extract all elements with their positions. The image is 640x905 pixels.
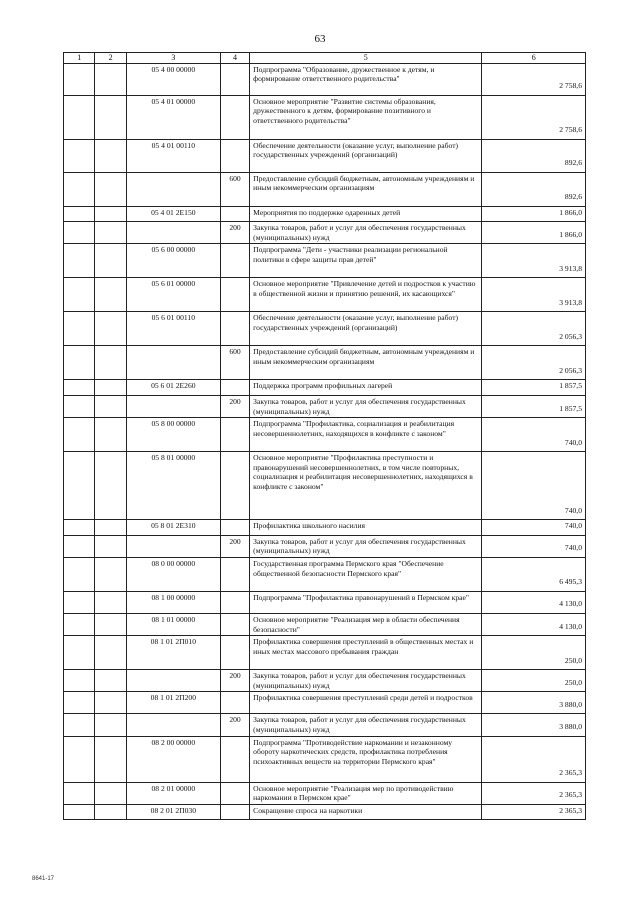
target-article-code <box>126 670 220 692</box>
row-col-1-cell <box>64 520 95 536</box>
table-row <box>64 95 586 139</box>
table-row <box>64 613 586 635</box>
amount-value: 740,0 <box>482 452 586 520</box>
table-row <box>64 782 586 804</box>
amount-value: 2 365,3 <box>482 736 586 782</box>
table-row <box>64 591 586 613</box>
expense-type-code: 600 <box>220 172 249 206</box>
expense-type-code <box>220 804 249 820</box>
amount-value: 250,0 <box>482 670 586 692</box>
table-row <box>64 63 586 95</box>
expense-type-code <box>220 452 249 520</box>
row-col-1-cell <box>64 452 95 520</box>
row-col-2-cell <box>95 278 126 312</box>
row-col-2-cell <box>95 535 126 557</box>
expense-type-code <box>220 244 249 278</box>
target-article-code: 08 1 01 2П010 <box>126 636 220 670</box>
amount-value: 4 130,0 <box>482 613 586 635</box>
amount-value: 2 758,6 <box>482 63 586 95</box>
amount-value: 892,6 <box>482 172 586 206</box>
row-col-1-cell <box>64 591 95 613</box>
expense-type-code <box>220 692 249 714</box>
table-row <box>64 139 586 172</box>
item-name: Обеспечение деятельности (оказание услуг, выполнение работ) государственных учреждений (организаций) <box>250 312 482 346</box>
row-col-2-cell <box>95 804 126 820</box>
target-article-code: 05 8 00 00000 <box>126 418 220 452</box>
amount-value: 2 758,6 <box>482 95 586 139</box>
expense-type-code <box>220 139 249 172</box>
target-article-code: 08 2 01 00000 <box>126 782 220 804</box>
row-col-1-cell <box>64 804 95 820</box>
item-name: Закупка товаров, работ и услуг для обеспечения государственных (муниципальных) нужд <box>250 535 482 557</box>
item-name: Основное мероприятие "Профилактика преступности и правонарушений несовершеннолетних, в том числе повторных, социализация и реабилитация несовершеннолетних, находящихся в конфликте с законом" <box>250 452 482 520</box>
table-row <box>64 636 586 670</box>
amount-value: 740,0 <box>482 418 586 452</box>
amount-value: 892,6 <box>482 139 586 172</box>
expense-type-code <box>220 278 249 312</box>
table-row <box>64 714 586 736</box>
amount-value: 2 056,3 <box>482 346 586 380</box>
item-name: Предоставление субсидий бюджетным, автономным учреждениям и иным некоммерческим организациям <box>250 346 482 380</box>
row-col-1-cell <box>64 535 95 557</box>
table-row <box>64 278 586 312</box>
target-article-code: 05 4 00 00000 <box>126 63 220 95</box>
footer-code: 8641-17 <box>32 876 55 882</box>
row-col-2-cell <box>95 520 126 536</box>
row-col-2-cell <box>95 613 126 635</box>
row-col-1-cell <box>64 278 95 312</box>
row-col-1-cell <box>64 206 95 222</box>
amount-value: 2 365,3 <box>482 782 586 804</box>
item-name: Государственная программа Пермского края "Обеспечение общественной безопасности Пермского края" <box>250 557 482 591</box>
item-name: Основное мероприятие "Привлечение детей и подростков к участию в общественной жизни и принятию решений, их касающихся" <box>250 278 482 312</box>
table-row <box>64 692 586 714</box>
target-article-code: 05 4 01 00000 <box>126 95 220 139</box>
row-col-1-cell <box>64 782 95 804</box>
target-article-code <box>126 395 220 417</box>
row-col-1-cell <box>64 380 95 396</box>
row-col-1-cell <box>64 557 95 591</box>
row-col-2-cell <box>95 418 126 452</box>
row-col-1-cell <box>64 244 95 278</box>
amount-value: 250,0 <box>482 636 586 670</box>
column-header-5: 5 <box>250 53 482 64</box>
expense-type-code <box>220 312 249 346</box>
row-col-2-cell <box>95 636 126 670</box>
item-name: Сокращение спроса на наркотики <box>250 804 482 820</box>
expense-type-code <box>220 782 249 804</box>
item-name: Закупка товаров, работ и услуг для обеспечения государственных (муниципальных) нужд <box>250 670 482 692</box>
target-article-code: 05 6 01 00110 <box>126 312 220 346</box>
target-article-code: 05 8 01 2Е310 <box>126 520 220 536</box>
item-name: Профилактика совершения преступлений среди детей и подростков <box>250 692 482 714</box>
row-col-1-cell <box>64 714 95 736</box>
row-col-2-cell <box>95 714 126 736</box>
target-article-code: 05 6 01 2Е260 <box>126 380 220 396</box>
budget-table <box>63 52 586 820</box>
item-name: Закупка товаров, работ и услуг для обеспечения государственных (муниципальных) нужд <box>250 222 482 244</box>
row-col-2-cell <box>95 222 126 244</box>
target-article-code <box>126 714 220 736</box>
column-header-1: 1 <box>64 53 95 64</box>
item-name: Подпрограмма "Профилактика правонарушений в Пермском крае" <box>250 591 482 613</box>
row-col-2-cell <box>95 139 126 172</box>
expense-type-code <box>220 95 249 139</box>
amount-value: 3 880,0 <box>482 692 586 714</box>
target-article-code: 08 0 00 00000 <box>126 557 220 591</box>
expense-type-code <box>220 591 249 613</box>
row-col-1-cell <box>64 736 95 782</box>
expense-type-code: 200 <box>220 222 249 244</box>
target-article-code <box>126 172 220 206</box>
table-row <box>64 520 586 536</box>
row-col-2-cell <box>95 395 126 417</box>
target-article-code: 05 6 01 00000 <box>126 278 220 312</box>
row-col-1-cell <box>64 95 95 139</box>
row-col-1-cell <box>64 63 95 95</box>
item-name: Обеспечение деятельности (оказание услуг, выполнение работ) государственных учреждений (организаций) <box>250 139 482 172</box>
row-col-2-cell <box>95 346 126 380</box>
row-col-2-cell <box>95 206 126 222</box>
expense-type-code: 600 <box>220 346 249 380</box>
page-number: 63 <box>314 33 326 45</box>
item-name: Поддержка программ профильных лагерей <box>250 380 482 396</box>
table-row <box>64 312 586 346</box>
item-name: Профилактика совершения преступлений в общественных местах и иных местах массового пребывания граждан <box>250 636 482 670</box>
row-col-2-cell <box>95 692 126 714</box>
item-name: Основное мероприятие "Реализация мер по противодействию наркомании в Пермском крае" <box>250 782 482 804</box>
table-row <box>64 418 586 452</box>
row-col-2-cell <box>95 380 126 396</box>
table-row <box>64 346 586 380</box>
row-col-2-cell <box>95 670 126 692</box>
row-col-1-cell <box>64 346 95 380</box>
target-article-code <box>126 346 220 380</box>
expense-type-code <box>220 63 249 95</box>
table-row <box>64 670 586 692</box>
row-col-1-cell <box>64 692 95 714</box>
table-row <box>64 535 586 557</box>
amount-value: 3 880,0 <box>482 714 586 736</box>
amount-value: 1 857,5 <box>482 395 586 417</box>
item-name: Подпрограмма "Образование, дружественное к детям, и формирование ответственного родительства" <box>250 63 482 95</box>
item-name: Основное мероприятие "Развитие системы образования, дружественного к детям, формирование позитивного и ответственного родительства" <box>250 95 482 139</box>
row-col-1-cell <box>64 172 95 206</box>
row-col-1-cell <box>64 418 95 452</box>
amount-value: 1 866,0 <box>482 206 586 222</box>
row-col-1-cell <box>64 139 95 172</box>
item-name: Закупка товаров, работ и услуг для обеспечения государственных (муниципальных) нужд <box>250 714 482 736</box>
row-col-2-cell <box>95 172 126 206</box>
row-col-2-cell <box>95 63 126 95</box>
amount-value: 6 495,3 <box>482 557 586 591</box>
column-header-3: 3 <box>126 53 220 64</box>
item-name: Подпрограмма "Противодействие наркомании и незаконному обороту наркотических средств, профилактика потребления психоактивных веществ на территории Пермского края" <box>250 736 482 782</box>
amount-value: 4 130,0 <box>482 591 586 613</box>
amount-value: 1 857,5 <box>482 380 586 396</box>
row-col-1-cell <box>64 670 95 692</box>
table-body <box>64 63 586 820</box>
amount-value: 740,0 <box>482 535 586 557</box>
expense-type-code: 200 <box>220 395 249 417</box>
expense-type-code: 200 <box>220 670 249 692</box>
row-col-1-cell <box>64 636 95 670</box>
row-col-2-cell <box>95 95 126 139</box>
table-row <box>64 557 586 591</box>
target-article-code: 05 8 01 00000 <box>126 452 220 520</box>
target-article-code: 05 6 00 00000 <box>126 244 220 278</box>
row-col-1-cell <box>64 312 95 346</box>
row-col-2-cell <box>95 312 126 346</box>
row-col-2-cell <box>95 591 126 613</box>
row-col-1-cell <box>64 395 95 417</box>
item-name: Профилактика школьного насилия <box>250 520 482 536</box>
row-col-1-cell <box>64 613 95 635</box>
column-header-4: 4 <box>220 53 249 64</box>
column-header-6: 6 <box>482 53 586 64</box>
amount-value: 3 913,8 <box>482 244 586 278</box>
item-name: Предоставление субсидий бюджетным, автономным учреждениям и иным некоммерческим организациям <box>250 172 482 206</box>
amount-value: 2 056,3 <box>482 312 586 346</box>
expense-type-code <box>220 557 249 591</box>
table-row <box>64 804 586 820</box>
target-article-code: 08 1 01 00000 <box>126 613 220 635</box>
row-col-2-cell <box>95 782 126 804</box>
row-col-2-cell <box>95 736 126 782</box>
item-name: Основное мероприятие "Реализация мер в области обеспечения безопасности" <box>250 613 482 635</box>
item-name: Подпрограмма "Профилактика, социализация и реабилитация несовершеннолетних, находящихся в конфликте с законом" <box>250 418 482 452</box>
expense-type-code <box>220 380 249 396</box>
target-article-code: 08 1 01 2П200 <box>126 692 220 714</box>
table-row <box>64 452 586 520</box>
expense-type-code <box>220 206 249 222</box>
item-name: Закупка товаров, работ и услуг для обеспечения государственных (муниципальных) нужд <box>250 395 482 417</box>
item-name: Мероприятия по поддержке одаренных детей <box>250 206 482 222</box>
table-row <box>64 222 586 244</box>
target-article-code: 05 4 01 2Е150 <box>126 206 220 222</box>
item-name: Подпрограмма "Дети - участники реализации региональной политики в сфере защиты прав детей" <box>250 244 482 278</box>
column-header-2: 2 <box>95 53 126 64</box>
expense-type-code <box>220 736 249 782</box>
table-row <box>64 244 586 278</box>
row-col-2-cell <box>95 244 126 278</box>
expense-type-code <box>220 520 249 536</box>
target-article-code: 08 2 00 00000 <box>126 736 220 782</box>
target-article-code: 08 1 00 00000 <box>126 591 220 613</box>
amount-value: 3 913,8 <box>482 278 586 312</box>
target-article-code <box>126 222 220 244</box>
amount-value: 1 866,0 <box>482 222 586 244</box>
amount-value: 740,0 <box>482 520 586 536</box>
row-col-2-cell <box>95 452 126 520</box>
amount-value: 2 365,3 <box>482 804 586 820</box>
expense-type-code: 200 <box>220 714 249 736</box>
table-row <box>64 395 586 417</box>
table-row <box>64 736 586 782</box>
table-row <box>64 380 586 396</box>
expense-type-code <box>220 418 249 452</box>
row-col-1-cell <box>64 222 95 244</box>
target-article-code <box>126 535 220 557</box>
target-article-code: 05 4 01 00110 <box>126 139 220 172</box>
table-row <box>64 172 586 206</box>
table-row <box>64 206 586 222</box>
expense-type-code <box>220 613 249 635</box>
expense-type-code <box>220 636 249 670</box>
row-col-2-cell <box>95 557 126 591</box>
target-article-code: 08 2 01 2П030 <box>126 804 220 820</box>
expense-type-code: 200 <box>220 535 249 557</box>
table-header-row <box>64 53 586 64</box>
